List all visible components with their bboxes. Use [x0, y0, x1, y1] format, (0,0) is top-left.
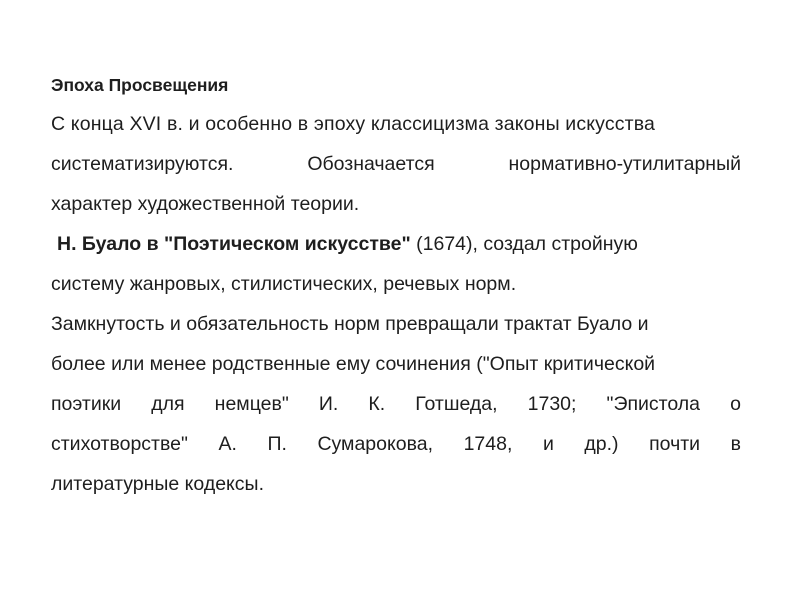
word: И. [318, 393, 339, 415]
word: 1730; [527, 393, 577, 415]
word: др.) [584, 433, 619, 455]
word: А. [218, 433, 237, 455]
word: К. [368, 393, 386, 415]
word: поэтики [51, 393, 122, 415]
word: нормативно-утилитарный [508, 153, 741, 175]
paragraph2-line2: систему жанровых, стилистических, речевых норм. [51, 273, 517, 295]
word: Готшеда, [415, 393, 498, 415]
slide-title: Эпоха Просвещения [51, 75, 229, 95]
word: Сумарокова, [317, 433, 433, 455]
word: систематизируются. [51, 153, 234, 175]
paragraph1-line1: С конца XVI в. и особенно в эпоху классицизма законы искусства [51, 113, 655, 135]
paragraph3-line5: литературные кодексы. [51, 473, 264, 495]
paragraph3-line2: более или менее родственные ему сочинения ("Опыт критической [51, 353, 656, 375]
paragraph3-line1: Замкнутость и обязательность норм превращали трактат Буало и [51, 313, 649, 335]
paragraph1-line3: характер художественной теории. [51, 193, 360, 215]
year-and-rest: (1674), создал стройную [416, 233, 638, 255]
paragraph3-line4 [51, 424, 741, 464]
paragraph2-line1 [51, 224, 741, 264]
paragraph1-line2 [51, 144, 741, 184]
word: и [542, 433, 554, 455]
paragraph3-line3 [51, 384, 741, 424]
word: П. [267, 433, 287, 455]
word: Обозначается [307, 153, 435, 175]
word: "Эпистола [606, 393, 701, 415]
word: стихотворстве" [51, 433, 188, 455]
word: 1748, [463, 433, 513, 455]
author-reference: Н. Буало в "Поэтическом искусстве" [57, 233, 411, 255]
word: о [730, 393, 741, 415]
word: почти [649, 433, 701, 455]
word: для [151, 393, 185, 415]
word: в [730, 433, 741, 455]
slide-text-body [51, 66, 741, 504]
word: немцев" [214, 393, 289, 415]
